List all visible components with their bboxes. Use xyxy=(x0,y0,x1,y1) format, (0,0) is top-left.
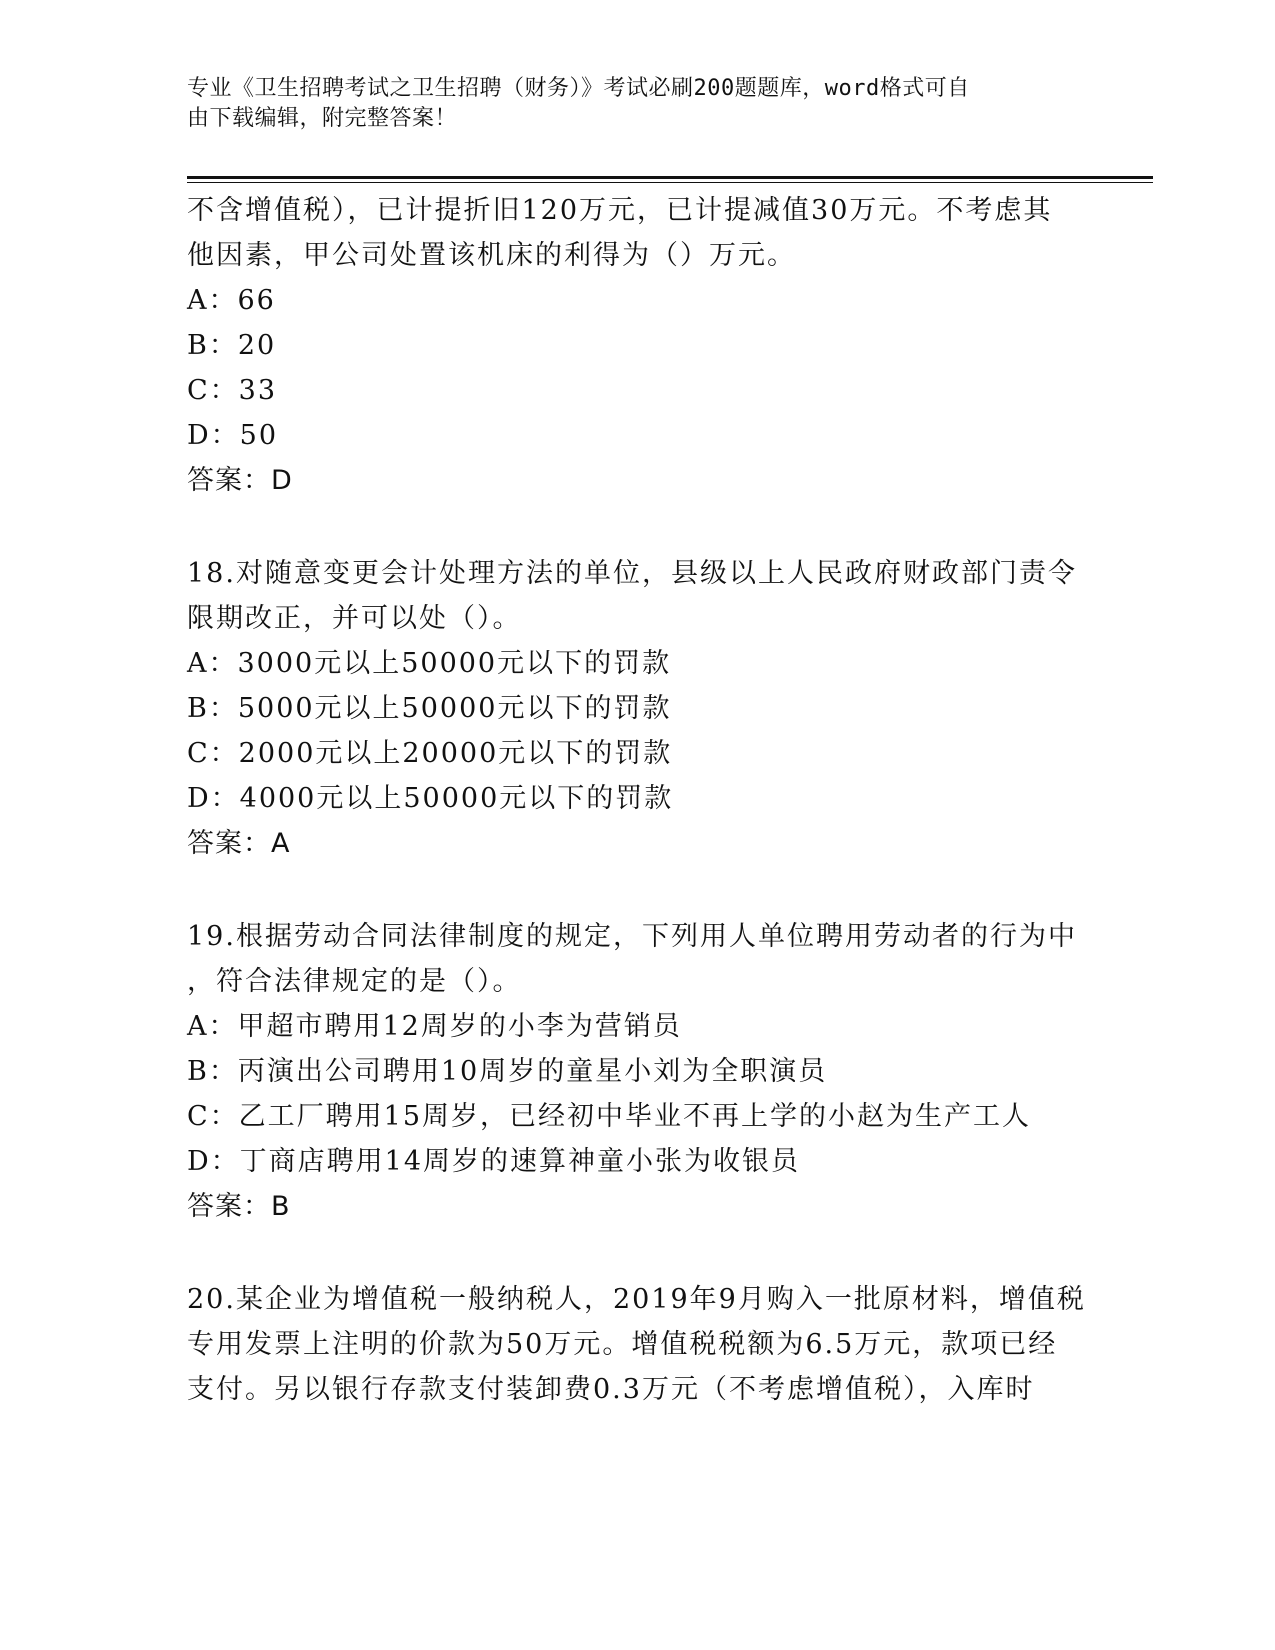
question-text: 18.对随意变更会计处理方法的单位，县级以上人民政府财政部门责令 xyxy=(187,558,1077,589)
question-text: 限期改正，并可以处（）。 xyxy=(187,603,522,634)
question-text: 19.根据劳动合同法律制度的规定，下列用人单位聘用劳动者的行为中 xyxy=(187,921,1077,952)
option-d: D：4000元以上50000元以下的罚款 xyxy=(187,783,674,814)
option-b: B：5000元以上50000元以下的罚款 xyxy=(187,693,672,724)
option-b: B：丙演出公司聘用10周岁的童星小刘为全职演员 xyxy=(187,1056,828,1087)
spacer xyxy=(187,866,1087,914)
question-text: 20.某企业为增值税一般纳税人，2019年9月购入一批原材料，增值税 xyxy=(187,1284,1086,1315)
document-header xyxy=(187,74,1067,134)
answer-label: 答案：D xyxy=(187,465,293,496)
question-20 xyxy=(187,1277,1087,1412)
answer-label: 答案：A xyxy=(187,828,291,859)
option-d: D：50 xyxy=(187,420,279,451)
header-rule-thick xyxy=(187,176,1153,179)
header-rule-thin xyxy=(187,182,1153,183)
spacer xyxy=(187,503,1087,551)
question-17 xyxy=(187,188,1087,503)
question-text: 支付。另以银行存款支付装卸费0.3万元（不考虑增值税），入库时 xyxy=(187,1374,1035,1405)
option-a: A：甲超市聘用12周岁的小李为营销员 xyxy=(187,1011,682,1042)
question-text: 不含增值税），已计提折旧120万元，已计提减值30万元。不考虑其 xyxy=(187,195,1053,226)
option-d: D：丁商店聘用14周岁的速算神童小张为收银员 xyxy=(187,1146,801,1177)
header-line-2: 由下载编辑，附完整答案！ xyxy=(187,106,458,131)
option-a: A：66 xyxy=(187,285,276,316)
option-c: C：乙工厂聘用15周岁，已经初中毕业不再上学的小赵为生产工人 xyxy=(187,1101,1032,1132)
option-c: C：2000元以上20000元以下的罚款 xyxy=(187,738,673,769)
document-body xyxy=(187,188,1087,1412)
header-line-1: 专业《卫生招聘考试之卫生招聘（财务）》考试必刷200题题库，word格式可自 xyxy=(187,76,970,101)
question-18 xyxy=(187,551,1087,866)
option-b: B：20 xyxy=(187,330,277,361)
option-a: A：3000元以上50000元以下的罚款 xyxy=(187,648,672,679)
question-19 xyxy=(187,914,1087,1229)
answer-label: 答案：B xyxy=(187,1191,291,1222)
question-text: 他因素，甲公司处置该机床的利得为（）万元。 xyxy=(187,240,796,271)
option-c: C：33 xyxy=(187,375,278,406)
question-text: 专用发票上注明的价款为50万元。增值税税额为6.5万元，款项已经 xyxy=(187,1329,1058,1360)
question-text: ，符合法律规定的是（）。 xyxy=(187,966,522,997)
spacer xyxy=(187,1229,1087,1277)
